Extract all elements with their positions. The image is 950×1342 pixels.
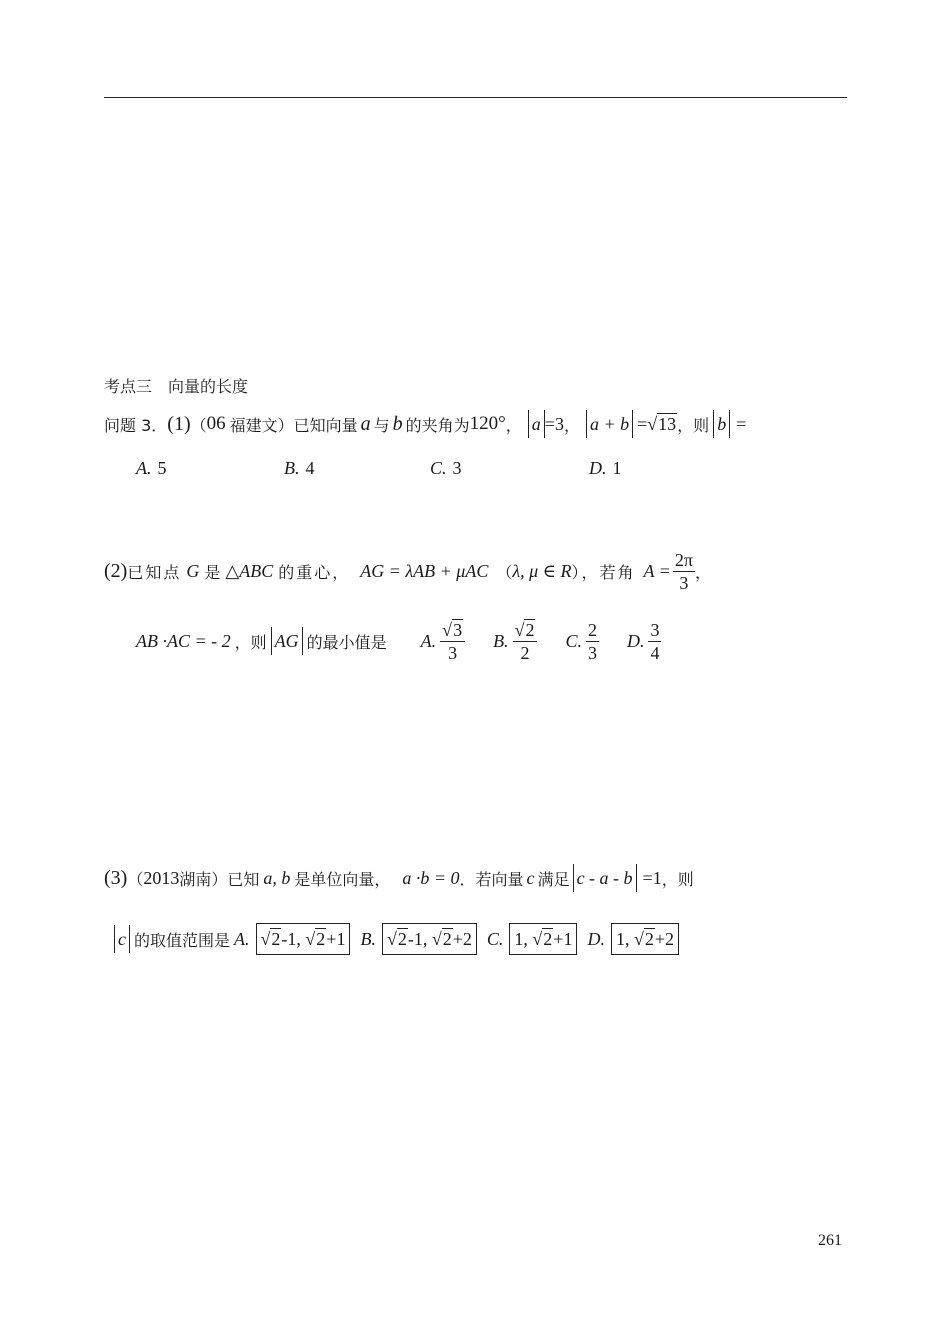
source-year: 2013 [143, 867, 180, 888]
q1-option-d[interactable]: D. 1 [589, 458, 622, 478]
dot-product: AB ·AC = - 2 [136, 630, 231, 651]
abs-ag: AG [271, 627, 303, 655]
abs-c-minus-a-minus-b: c - a - b [573, 864, 637, 892]
page-number: 261 [818, 1232, 842, 1249]
section-title: 考点三 向量的长度 [104, 377, 249, 396]
source-text: 福建文）已知向量 [229, 415, 358, 435]
q3-option-b[interactable]: B. √2-1, √2+2 [360, 923, 476, 955]
triangle-abc: △ABC [225, 560, 274, 581]
vector-c: c [526, 867, 535, 888]
abs-a-plus-b: a + b [586, 410, 633, 438]
q1-option-c[interactable]: C. 3 [430, 458, 462, 478]
abs-c: c [114, 925, 130, 953]
point-g: G [186, 560, 200, 581]
question-number: (2) [104, 559, 128, 582]
angle-value: 120° [469, 413, 506, 434]
q1-option-a[interactable]: A. 5 [136, 458, 167, 478]
question-1: 问题 3． (1) （ 06 福建文）已知向量 a 与 b 的夹角为 120° ， a =3 ， a + b = √13 ，则 b = [104, 404, 746, 444]
vectors-ab: a, b [263, 867, 291, 888]
question-2: (2) 已知点 G 是 △ABC 的重心， AG = λAB + μAC （ λ, μ ∈ R ），若角 A = $\frac{2\pi}{3}$ ， [104, 549, 711, 593]
vector-expression: AG = λAB + μAC [360, 560, 489, 581]
sqrt-13: √13 [647, 413, 677, 434]
q2-option-c[interactable]: C. $\frac{2}{3}$ [565, 619, 597, 663]
question-3: (3) （ 2013 湖南）已知 a, b 是单位向量， a ·b = 0 ．若向量 c 满足 c - a - b =1 ，则 [104, 860, 694, 896]
angle-fraction: $\frac{2\pi}{3}$ [674, 549, 693, 593]
q3-option-c[interactable]: C. 1, √2+1 [487, 923, 578, 955]
abs-b: b [713, 410, 730, 438]
q3-option-a[interactable]: A. √2-1, √2+1 [234, 923, 350, 955]
source-year: 06 [206, 413, 226, 434]
source-text: 湖南）已知 [179, 869, 260, 889]
lambda-mu-real: λ, μ ∈ R [512, 560, 572, 581]
question-number: (1) [167, 412, 191, 435]
q1-option-b[interactable]: B. 4 [284, 458, 315, 478]
question-2-line-2: AB ·AC = - 2 ，则 AG 的最小值是 A. $\frac{√3}{3}$ B. $\frac{√2}{2}$ C. $\frac{2}{3}$ D. $\frac{3}{4}$ [136, 619, 660, 663]
vector-a: a [360, 412, 371, 435]
header-rule [104, 97, 847, 98]
q2-option-a[interactable]: A. $\frac{√3}{3}$ [421, 619, 465, 664]
question-number: (3) [104, 866, 128, 889]
q3-option-d[interactable]: D. 1, √2+2 [587, 923, 679, 955]
abs-a: a [528, 410, 545, 438]
question-3-line-2: c 的取值范围是 A. √2-1, √2+1 B. √2-1, √2+2 C. 1, √2+1 D. 1, √2+2 [114, 920, 679, 958]
q2-option-b[interactable]: B. $\frac{√2}{2}$ [493, 619, 537, 664]
dot-product: a ·b = 0 [402, 867, 460, 888]
question-label: 问题 3． [104, 415, 168, 435]
vector-b: b [392, 412, 403, 435]
q2-option-d[interactable]: D. $\frac{3}{4}$ [626, 619, 660, 663]
